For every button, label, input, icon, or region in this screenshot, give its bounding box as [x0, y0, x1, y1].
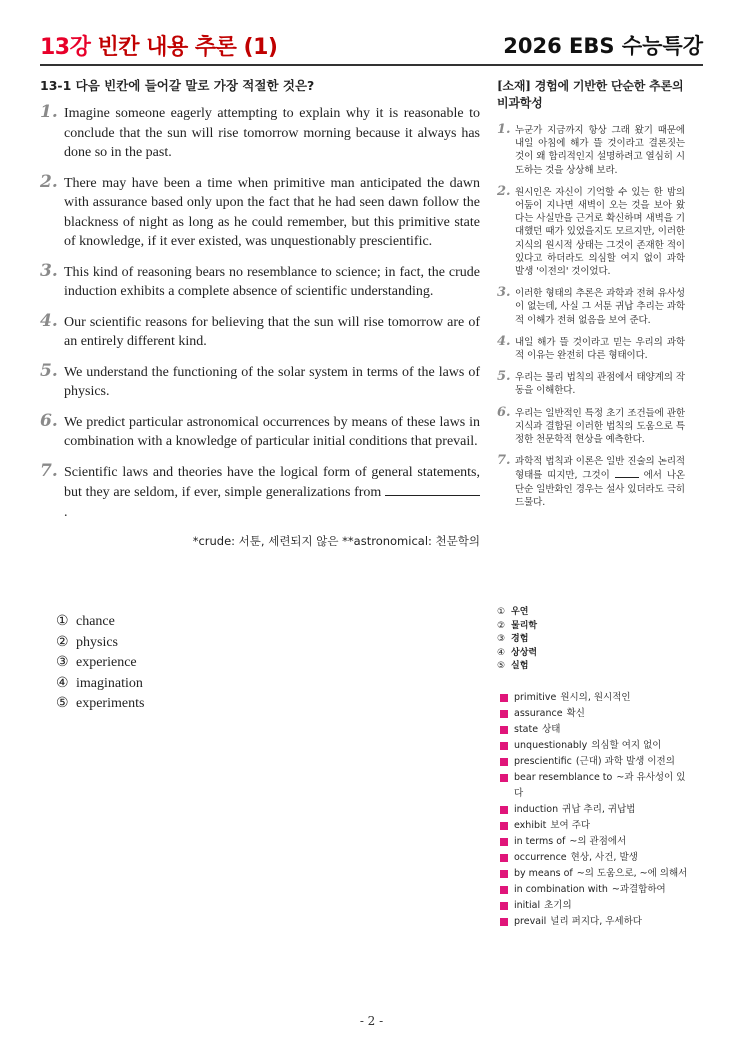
answer-translation: [497, 633, 537, 647]
passage-sentence: [40, 360, 480, 402]
bullet-square-icon: [500, 886, 508, 894]
bullet-square-icon: [500, 838, 508, 846]
translation-item: [497, 404, 685, 447]
answer-options: [56, 612, 144, 715]
translation-text: 내일 해가 뜰 것이라고 믿는 우리의 과학적 이유는 완전히 다른 형태이다.: [515, 336, 685, 362]
bullet-square-icon: [500, 806, 508, 814]
vocab-item: [500, 866, 690, 882]
option-2[interactable]: [56, 633, 144, 654]
translation-item: [497, 183, 685, 278]
passage-sentence: [40, 260, 480, 302]
vocab-term: occurrence: [514, 852, 567, 863]
translation-number: 1.: [497, 122, 511, 137]
lesson-topic: 빈칸 내용 추론 (1): [97, 35, 278, 60]
bullet-square-icon: [500, 726, 508, 734]
bullet-square-icon: [500, 774, 508, 782]
option-text: experience: [76, 655, 137, 670]
sentence-number: 6.: [40, 410, 58, 431]
vocab-meaning: 현상, 사건, 발생: [570, 852, 638, 863]
vocab-meaning: 귀납 추리, 귀납법: [562, 804, 636, 815]
sentence-text: We predict particular astronomical occurrences by means of these laws in combination with a knowledge of particular initial conditions that prevail.: [64, 414, 480, 449]
sentence-text-after-blank: .: [64, 504, 68, 520]
sentence-text: This kind of reasoning bears no resemblance to science; in fact, the crude induction exhibits a complete absence of scientific understanding.: [64, 264, 480, 299]
vocab-meaning: 의심할 여지 없이: [591, 740, 662, 751]
vocab-meaning: ~과결합하여: [611, 884, 666, 895]
vocab-meaning: 상태: [542, 724, 561, 735]
option-text: chance: [76, 614, 115, 629]
answer-mark: ④: [497, 647, 506, 658]
passage-sentence: [40, 310, 480, 352]
translation-item: [497, 371, 685, 397]
bullet-square-icon: [500, 902, 508, 910]
translation-blank: [615, 468, 639, 478]
bullet-square-icon: [500, 822, 508, 830]
translation-number: 3.: [497, 285, 511, 301]
sentence-text: There may have been a time when primitive man anticipated the dawn with assurance based only upon the fact that he had seen dawn follow the blackness of night as long as he could remember, but this primitive state of knowledge, if it ever existed, was unquestionably prescientific.: [64, 175, 480, 249]
translation-column: [497, 78, 685, 518]
answer-blank: [385, 482, 480, 496]
vocab-item: [500, 738, 690, 754]
option-mark: ①: [56, 614, 69, 629]
passage-sentence: [40, 104, 480, 163]
answer-text: 상상력: [511, 647, 538, 658]
vocab-item: [500, 722, 690, 738]
footnote: *crude: 서툰, 세련되지 않은 **astronomical: 천문학의: [192, 534, 480, 548]
bullet-square-icon: [500, 918, 508, 926]
translation-text: 우리는 일반적인 특정 초기 조건들에 관한 지식과 결합된 이러한 법칙의 도움으로 특정한 천문학적 현상을 예측한다.: [515, 407, 685, 446]
option-mark: ⑤: [56, 696, 69, 711]
answer-translation: [497, 660, 537, 674]
answer-text: 물리학: [511, 620, 538, 631]
sentence-number: 3.: [40, 260, 58, 281]
answer-translation: [497, 606, 537, 620]
passage-sentence: [40, 171, 480, 252]
option-3[interactable]: [56, 653, 144, 674]
bullet-square-icon: [500, 758, 508, 766]
answer-text: 경험: [511, 634, 529, 645]
translation-text-after-blank: 에서 나온 단순 일반화인 경우는 설사 있더라도 극히 드물다.: [515, 470, 685, 508]
vocab-meaning: ~의 관점에서: [569, 836, 627, 847]
option-mark: ④: [56, 675, 69, 691]
option-4[interactable]: [56, 674, 144, 695]
option-text: experiments: [76, 696, 145, 711]
vocab-term: exhibit: [514, 820, 547, 831]
translation-text: 원시인은 자신이 기억할 수 있는 한 밤의 어둠이 지나면 새벽이 오는 것을 보아 왔다는 사실만을 근거로 확신하며 새벽을 기대했던 때가 있었을지도 모르지만, 이러한 지식의 원시적 상태는 그것이 존재한 적이 있다고 하더라도 의심할 여지 없이 과학 발생 '이전의' 것이었다.: [515, 186, 685, 278]
answer-mark: ⑤: [497, 661, 506, 672]
sentence-text-before-blank: Scientific laws and theories have the logical form of general statements, but they are seldom, if ever, simple generalizations from: [64, 464, 480, 500]
answer-translations: [497, 606, 537, 674]
answer-mark: ②: [497, 620, 506, 631]
bullet-square-icon: [500, 742, 508, 750]
sentence-number: 7.: [40, 460, 58, 481]
answer-text: 우연: [511, 607, 529, 617]
vocab-term: primitive: [514, 692, 557, 703]
book-title: 2026 EBS 수능특강: [503, 34, 703, 58]
vocab-term: in terms of: [514, 836, 566, 847]
lesson-number: 13강: [40, 35, 91, 60]
option-1[interactable]: [56, 612, 144, 633]
vocab-meaning: 확신: [566, 708, 585, 719]
vocab-meaning: 보여 주다: [550, 820, 591, 831]
option-text: imagination: [76, 675, 143, 691]
translation-number: 5.: [497, 369, 511, 385]
sentence-text: We understand the functioning of the solar system in terms of the laws of physics.: [64, 364, 480, 399]
translation-text: 이러한 형태의 추론은 과학과 전혀 유사성이 없는데, 사실 그 서툰 귀납 추리는 과학적 이해가 전혀 없음을 보여 준다.: [515, 288, 685, 326]
sentence-number: 2.: [40, 171, 58, 192]
lesson-title: [40, 30, 277, 61]
sentence-number: 1.: [40, 102, 58, 122]
answer-translation: [497, 620, 537, 634]
translation-text: 누군가 지금까지 항상 그래 왔기 때문에 내일 아침에 해가 뜰 것이라고 결론짓는 것이 왜 합리적인지 설명하려고 열심히 시도하는 것을 상상해 보라.: [515, 125, 685, 176]
translation-number: 4.: [497, 333, 511, 349]
vocab-item: [500, 754, 690, 770]
vocab-term: by means of: [514, 868, 573, 879]
vocab-item: [500, 882, 690, 898]
vocab-term: initial: [514, 900, 541, 911]
option-text: physics: [76, 634, 118, 650]
vocab-item: [500, 898, 690, 914]
bullet-square-icon: [500, 854, 508, 862]
translation-item: [497, 333, 685, 362]
passage-sentence: [40, 410, 480, 452]
sentence-number: 4.: [40, 310, 58, 331]
answer-text: 실험: [511, 661, 529, 672]
vocab-term: bear resemblance to: [514, 772, 613, 783]
vocab-item: [500, 834, 690, 850]
vocab-term: induction: [514, 804, 559, 815]
vocab-term: assurance: [514, 708, 563, 719]
vocab-meaning: 널리 퍼지다, 우세하다: [550, 916, 642, 927]
translation-text: [515, 455, 685, 509]
vocab-item: [500, 850, 690, 866]
vocab-item: [500, 818, 690, 834]
bullet-square-icon: [500, 870, 508, 878]
translation-item: [497, 124, 685, 177]
question-prompt: 13-1 다음 빈칸에 들어갈 말로 가장 적절한 것은?: [40, 78, 315, 93]
vocab-item: [500, 770, 690, 802]
answer-translation: [497, 647, 537, 661]
vocab-item: [500, 914, 690, 930]
summary-title: [소재] 경험에 기반한 단순한 추론의 비과학성: [497, 79, 684, 110]
passage-column: [40, 76, 480, 549]
vocab-term: prevail: [514, 916, 547, 927]
translation-item: [497, 455, 685, 509]
vocabulary-list: [500, 690, 690, 930]
translation-item: [497, 287, 685, 327]
passage-sentence: [40, 460, 480, 523]
vocab-meaning: ~과 유사성이 있다: [514, 772, 686, 799]
answer-mark: ③: [497, 634, 506, 645]
option-5[interactable]: [56, 694, 144, 715]
sentence-text: Imagine someone eagerly attempting to explain why it is reasonable to conclude that the sun will rise tomorrow morning because it always has done so in the past.: [64, 106, 480, 160]
translation-number: 7.: [497, 453, 511, 469]
vocab-term: prescientific: [514, 756, 572, 767]
vocab-item: [500, 706, 690, 722]
translation-number: 2.: [497, 183, 511, 199]
sentence-text: [64, 463, 480, 523]
sentence-text: Our scientific reasons for believing that the sun will rise tomorrow are of an entirely different kind.: [64, 314, 480, 349]
vocab-meaning: 초기의: [544, 900, 572, 911]
answer-mark: ①: [497, 607, 506, 617]
vocab-meaning: ~의 도움으로, ~에 의해서: [576, 868, 688, 879]
vocab-term: in combination with: [514, 884, 608, 895]
bullet-square-icon: [500, 710, 508, 718]
option-mark: ②: [56, 634, 69, 650]
sentence-number: 5.: [40, 360, 58, 381]
header-divider: [40, 64, 703, 66]
page-header: [40, 30, 703, 62]
vocab-meaning: (근대) 과학 발생 이전의: [575, 756, 675, 767]
vocab-term: unquestionably: [514, 740, 588, 751]
vocab-meaning: 원시의, 원시적인: [560, 692, 631, 703]
translation-number: 6.: [497, 404, 511, 420]
page-number: - 2 -: [359, 1014, 384, 1028]
translation-text: 우리는 물리 법칙의 관점에서 태양계의 작동을 이해한다.: [515, 372, 685, 397]
bullet-square-icon: [500, 694, 508, 702]
vocab-item: [500, 802, 690, 818]
translation-text-before-blank: 과학적 법칙과 이론은 일반 진술의 논리적 형태를 띠지만, 그것이: [515, 456, 685, 482]
option-mark: ③: [56, 655, 69, 670]
vocab-item: [500, 690, 690, 706]
vocab-term: state: [514, 724, 539, 735]
